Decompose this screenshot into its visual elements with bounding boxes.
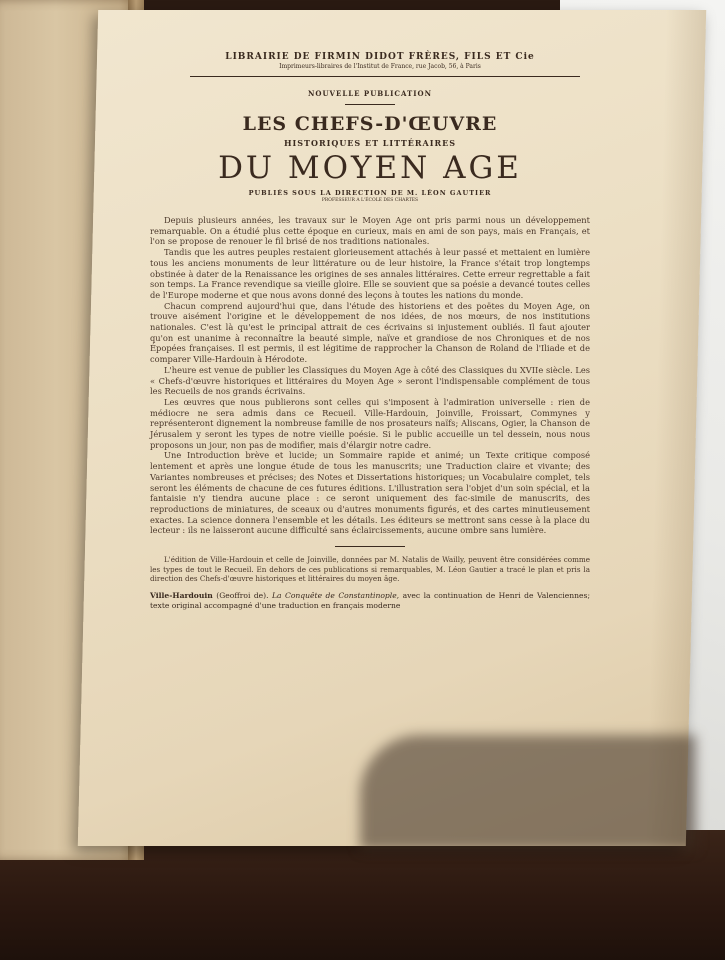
publisher-address: Imprimeurs-libraires de l'Institut de France, rue Jacob, 56, à Paris xyxy=(279,63,481,70)
title-line-2: HISTORIQUES ET LITTÉRAIRES xyxy=(283,138,457,148)
series-label: NOUVELLE PUBLICATION xyxy=(307,89,433,98)
paragraph-1: Depuis plusieurs années, les travaux sur le Moyen Age ont pris parmi nous un développement remarquable. On a étudié plus cette époque en curieux, mais en ami de son pays, mais en Français, et l'on se propose de renouer le fil brisé de nos traditions nationales. xyxy=(150,215,590,247)
edited-by: PUBLIÉS SOUS LA DIRECTION DE M. LÉON GAUTIER xyxy=(248,189,492,197)
entry-rest: avec la continuation de Henri de Valenciennes; texte original accompagné d'une traduction en français moderne xyxy=(150,591,591,611)
header-rule xyxy=(190,76,580,77)
title-line-3: DU MOYEN AGE xyxy=(218,150,522,186)
paragraph-4: L'heure est venue de publier les Classiques du Moyen Age à côté des Classiques du XVIIe siècle. Les « Chefs-d'œuvre historiques et littéraires du Moyen Age » seront l'indispensable complément de tous les Recueils de nos grands écrivains. xyxy=(150,364,590,397)
publisher-name: LIBRAIRIE DE FIRMIN DIDOT FRÈRES, FILS ET Cie xyxy=(225,52,535,62)
entry-author: Ville-Hardouin xyxy=(150,591,213,601)
title-line-1: LES CHEFS-D'ŒUVRE xyxy=(242,113,498,135)
hand-shadow xyxy=(360,735,696,850)
edited-by-sub: PROFESSEUR A L'ÉCOLE DES CHARTES xyxy=(321,198,419,203)
paragraph-5: Les œuvres que nous publierons sont celles qui s'imposent à l'admiration universelle : rien de médiocre ne sera admis dans ce Recueil. Ville-Hardouin, Joinville, Froissart, Commynes y représenteront dignement la nombreuse famille de nos prosateurs naïfs; Aliscans, Ogier, la Chanson de Jérusalem y seront les types de notre vieille poésie. Si le public accueille un tel dessein, nous nous proposons un jour, non pas de modifier, mais d'élargir notre cadre. xyxy=(150,396,590,450)
catalog-entry xyxy=(150,591,590,611)
series-rule xyxy=(345,104,395,105)
editorial-note: L'édition de Ville-Hardouin et celle de Joinville, données par M. Natalis de Wailly, peuvent être considérées comme les types de tout le Recueil. En dehors de ces publications si remarquables, M. Léon Gautier a tracé le plan et pris la direction des Chefs-d'œuvre historiques et littéraires du moyen âge. xyxy=(150,555,590,583)
entry-work: La Conquête de Constantinople, xyxy=(272,591,400,601)
paragraph-3: Chacun comprend aujourd'hui que, dans l'étude des historiens et des poëtes du Moyen Age, on trouve aisément l'origine et le développement de nos idées, de nos mœurs, de nos institutions nationales. C'est là qu'est le principal attrait de ces écrivains si injustement oubliés. Il faut ajouter qu'on est unanime à reconnaître la beauté simple, naïve et grandiose de nos Chroniques et de nos Épopées françaises. Il est permis, il est légitime de rapprocher la Chanson de Roland de l'Iliade et de comparer Ville-Hardouin à Hérodote. xyxy=(150,300,590,365)
page-content xyxy=(150,52,590,611)
paragraph-2: Tandis que les autres peuples restaient glorieusement attachés à leur passé et mettaient en lumière tous les anciens monuments de leur littérature ou de leur histoire, la France s'était trop longtemps obstinée à dater de la Renaissance les origines de ses annales littéraires. Cette erreur regrettable a fait son temps. La France revendique sa vieille gloire. Elle se souvient que sa poésie a devancé toutes celles de l'Europe moderne et que nous avons donné des leçons à toutes les nations du monde. xyxy=(150,247,590,300)
paragraph-6: Une Introduction brève et lucide; un Sommaire rapide et animé; un Texte critique composé lentement et après une longue étude de tous les manuscrits; une Traduction claire et vivante; des Variantes nombreuses et précises; des Notes et Dissertations historiques; un Vocabulaire complet, tels seront les éléments de chacune de ces futures éditions. L'illustration sera l'objet d'un soin spécial, et la fantaisie n'y tiendra aucune place : ce seront uniquement des fac-simile de manuscrits, des reproductions de miniatures, de sceaux ou d'autres monuments figurés, et des cartes minutieusement exactes. La science donnera l'ensemble et les détails. Les éditeurs se mettront sans cesse à la place du lecteur : ils ne laisseront aucune difficulté sans éclaircissements, aucune ombre sans lumière. xyxy=(150,450,590,536)
body-text xyxy=(150,215,590,536)
section-rule xyxy=(335,546,405,547)
entry-author-note: (Geoffroi de). xyxy=(216,591,269,601)
